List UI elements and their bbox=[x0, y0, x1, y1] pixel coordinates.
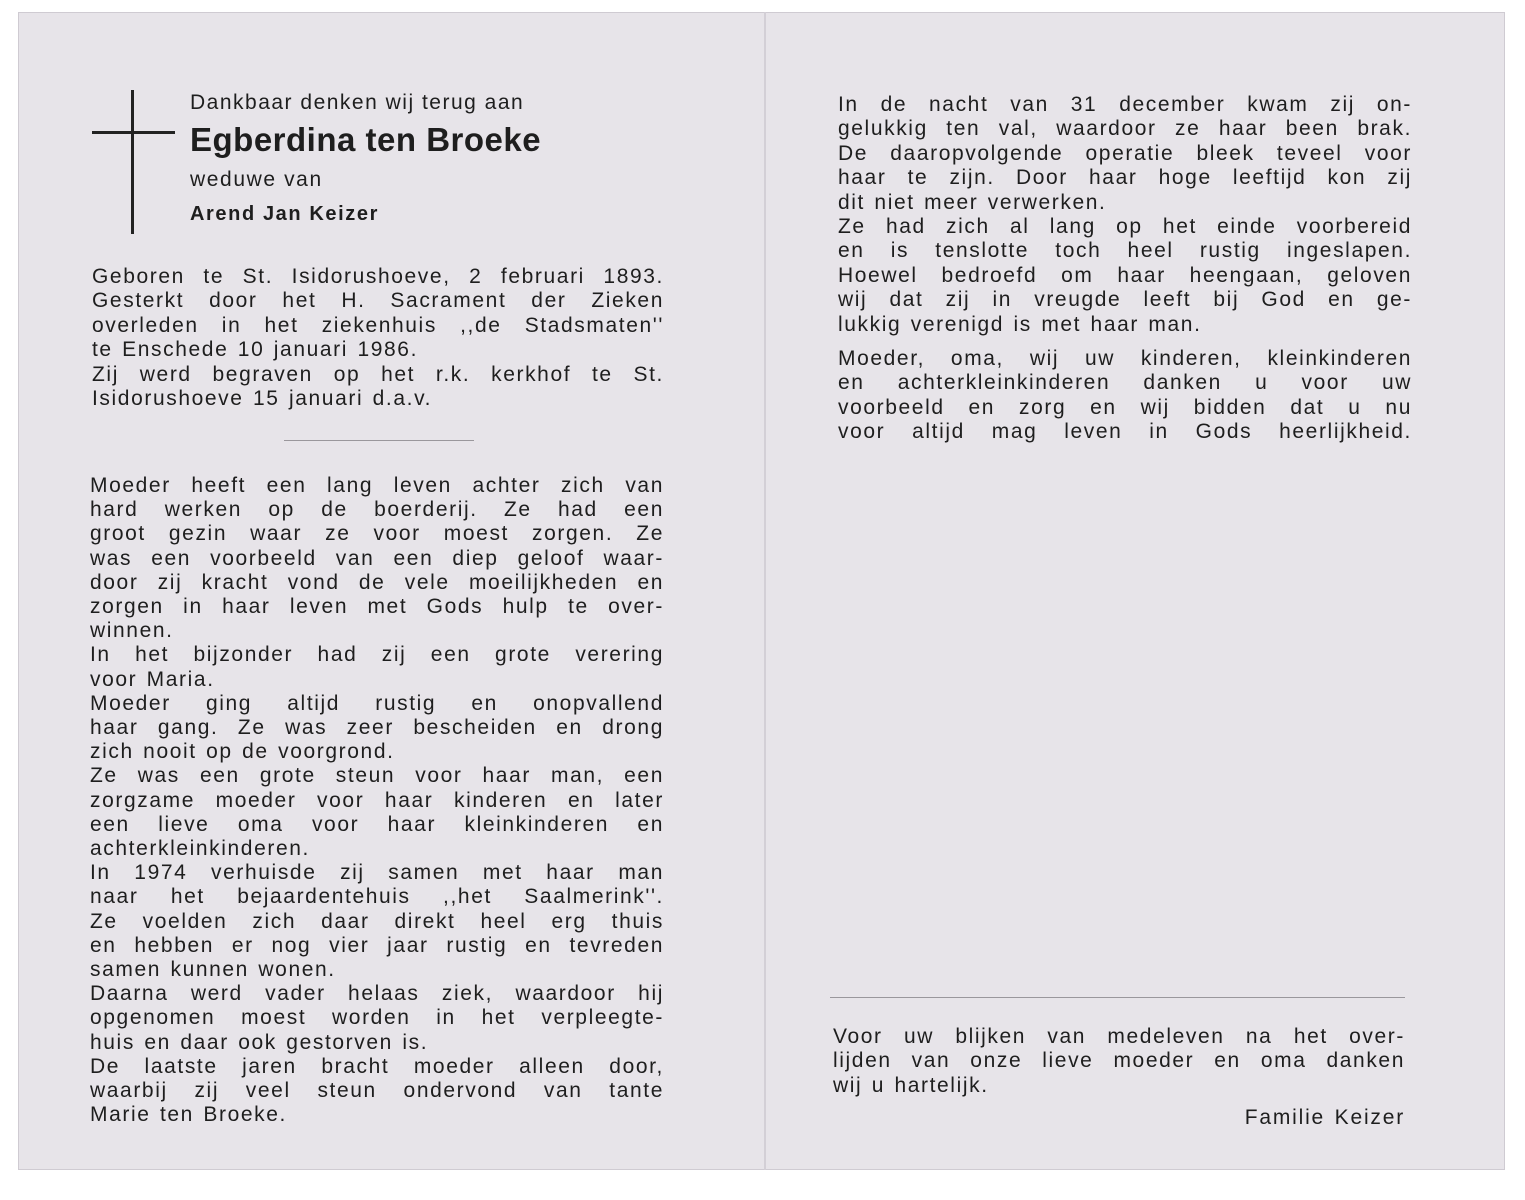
text-line: zich nooit op de voorgrond. bbox=[90, 740, 395, 764]
text-line: was een voorbeeld van een diep geloof waar- bbox=[90, 546, 664, 570]
text-line: te Enschede 10 januari 1986. bbox=[92, 338, 419, 362]
text-line: voorbeeld en zorg en wij bidden dat u nu bbox=[838, 395, 1412, 419]
last-days-paragraph bbox=[838, 93, 1412, 337]
card-fold bbox=[764, 12, 766, 1170]
farewell-paragraph bbox=[838, 347, 1412, 445]
intro-text: Dankbaar denken wij terug aan bbox=[190, 91, 525, 114]
text-line: haar gang. Ze was zeer bescheiden en drong bbox=[90, 716, 664, 740]
cross-icon-vertical bbox=[131, 90, 134, 234]
text-line: lijden van onze lieve moeder en oma danken bbox=[833, 1049, 1405, 1073]
text-line: door zij kracht vond de vele moeilijkheden en bbox=[90, 570, 664, 594]
text-line: hard werken op de boerderij. Ze had een bbox=[90, 498, 664, 522]
divider-line bbox=[830, 997, 1405, 998]
text-line: zorgzame moeder voor haar kinderen en later bbox=[90, 788, 664, 812]
text-line: Moeder ging altijd rustig en onopvallend bbox=[90, 691, 664, 715]
text-line: Voor uw blijken van medeleven na het over- bbox=[833, 1025, 1405, 1048]
life-story bbox=[90, 474, 664, 1127]
text-line: een lieve oma voor haar kleinkinderen en bbox=[90, 812, 664, 836]
text-line: Ze was een grote steun voor haar man, een bbox=[90, 764, 664, 788]
text-line: De laatste jaren bracht moeder alleen door, bbox=[90, 1054, 664, 1078]
text-line: In 1974 verhuisde zij samen met haar man bbox=[90, 861, 664, 885]
text-line: Ze had zich al lang op het einde voorbereid bbox=[838, 215, 1412, 239]
text-line: opgenomen moest worden in het verpleegte- bbox=[90, 1006, 664, 1030]
text-line: In de nacht van 31 december kwam zij on- bbox=[838, 93, 1412, 116]
text-line: Zij werd begraven op het r.k. kerkhof te St. bbox=[92, 362, 664, 386]
text-line: De daaropvolgende operatie bleek teveel voor bbox=[838, 141, 1412, 165]
text-line: Gesterkt door het H. Sacrament der Zieken bbox=[92, 289, 664, 313]
birth-death-details bbox=[92, 265, 664, 411]
text-line: Moeder heeft een lang leven achter zich van bbox=[90, 474, 664, 497]
text-line: Geboren te St. Isidorushoeve, 2 februari 1893. bbox=[92, 265, 664, 288]
text-line: lukkig verenigd is met haar man. bbox=[838, 312, 1202, 336]
text-line: en achterkleinkinderen danken u voor uw bbox=[838, 371, 1412, 395]
text-line: groot gezin waar ze voor moest zorgen. Ze bbox=[90, 522, 664, 546]
text-line: Ze voelden zich daar direkt heel erg thuis bbox=[90, 909, 664, 933]
text-line: waarbij zij veel steun ondervond van tante bbox=[90, 1079, 664, 1103]
text-line: Moeder, oma, wij uw kinderen, kleinkinderen bbox=[838, 347, 1412, 370]
text-line: Hoewel bedroefd om haar heengaan, geloven bbox=[838, 263, 1412, 287]
text-line: voor Maria. bbox=[90, 667, 215, 691]
cross-icon-horizontal bbox=[92, 131, 175, 134]
text-line: huis en daar ook gestorven is. bbox=[90, 1030, 429, 1054]
husband-name: Arend Jan Keizer bbox=[190, 203, 379, 225]
text-line: en is tenslotte toch heel rustig ingeslapen. bbox=[838, 239, 1412, 263]
text-line: wij u hartelijk. bbox=[833, 1073, 989, 1097]
divider-line bbox=[284, 440, 474, 441]
text-line: voor altijd mag leven in Gods heerlijkheid. bbox=[838, 420, 1412, 444]
text-line: Daarna werd vader helaas ziek, waardoor hij bbox=[90, 982, 664, 1006]
deceased-name: Egberdina ten Broeke bbox=[190, 121, 542, 158]
text-line: winnen. bbox=[90, 619, 174, 643]
widow-of-text: weduwe van bbox=[190, 168, 323, 191]
text-line: naar het bejaardentehuis ,,het Saalmerink''. bbox=[90, 885, 664, 909]
text-line: samen kunnen wonen. bbox=[90, 958, 336, 982]
text-line: zorgen in haar leven met Gods hulp te over- bbox=[90, 595, 664, 619]
text-line: haar te zijn. Door haar hoge leeftijd kon zij bbox=[838, 166, 1412, 190]
thanks-paragraph bbox=[833, 1025, 1405, 1098]
text-line: Marie ten Broeke. bbox=[90, 1103, 287, 1127]
text-line: overleden in het ziekenhuis ,,de Stadsmaten'' bbox=[92, 313, 664, 337]
text-line: wij dat zij in vreugde leeft bij God en ge- bbox=[838, 288, 1412, 312]
text-line: dit niet meer verwerken. bbox=[838, 190, 1107, 214]
signature: Familie Keizer bbox=[1244, 1106, 1405, 1129]
text-line: Isidorushoeve 15 januari d.a.v. bbox=[92, 387, 433, 411]
card-header bbox=[190, 88, 541, 228]
text-line: gelukkig ten val, waardoor ze haar been brak. bbox=[838, 117, 1412, 141]
text-line: en hebben er nog vier jaar rustig en tevreden bbox=[90, 933, 664, 957]
text-line: achterkleinkinderen. bbox=[90, 837, 310, 861]
text-line: In het bijzonder had zij een grote verering bbox=[90, 643, 664, 667]
